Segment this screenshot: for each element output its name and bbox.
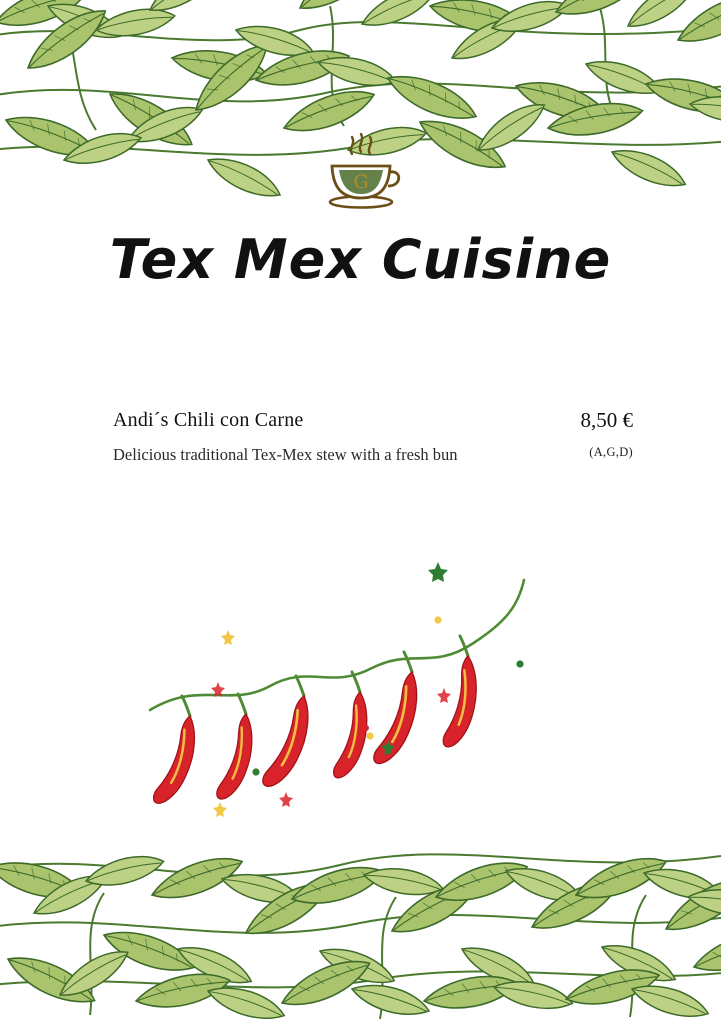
svg-text:G: G [352,171,369,193]
menu-item-price: 8,50 € [580,408,633,432]
chili-peppers-garland-icon [120,540,600,840]
coffee-cup-logo-icon [318,132,404,212]
menu-list [113,408,633,467]
page-title: Tex Mex Cuisine [109,228,612,291]
menu-item-text [113,408,503,467]
leaf-branch-border-bottom-icon [0,809,721,1024]
menu-item [113,408,633,467]
menu-item-allergens: (A,G,D) [589,445,633,459]
menu-item-price-block [538,408,633,460]
menu-item-description: Delicious traditional Tex-Mex stew with a fresh bun [113,445,458,464]
menu-item-name: Andi´s Chili con Carne [113,409,304,431]
